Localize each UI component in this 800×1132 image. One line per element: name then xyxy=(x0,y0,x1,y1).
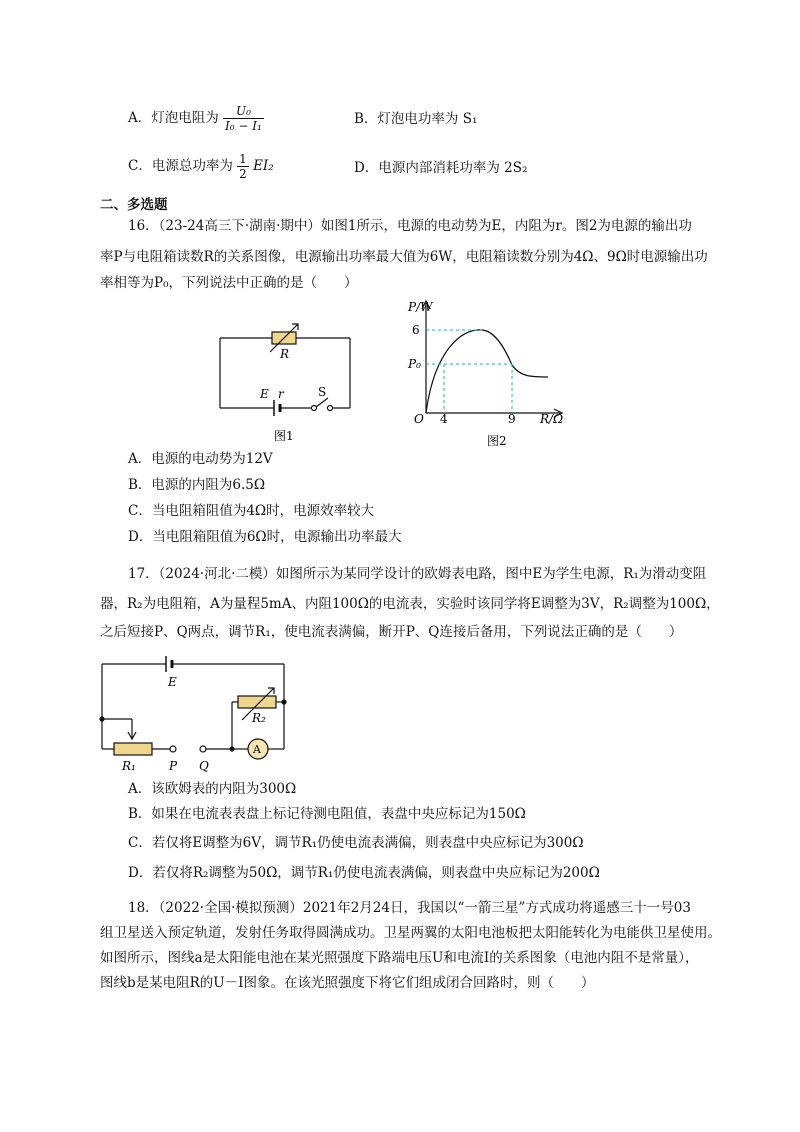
fig1-e-label: E xyxy=(260,387,269,401)
q16-option-d: D．当电阻箱阻值为6Ω时，电源输出功率最大 xyxy=(128,529,402,545)
fig3-ammeter-label: A xyxy=(253,743,261,756)
figure2-power-graph xyxy=(400,293,580,448)
q17-text-line3: 之后短接P、Q两点，调节R₁，使电流表满偏，断开P、Q连接后备用，下列说法正确的是（ ） xyxy=(100,624,683,640)
q15-option-d: D．电源内部消耗功率为 2S₂ xyxy=(354,160,528,176)
fig1-caption: 图1 xyxy=(274,429,294,443)
fig3-r1-label: R₁ xyxy=(122,759,136,773)
fig3-e-label: E xyxy=(168,675,177,689)
fig2-tick-6: 6 xyxy=(412,323,420,337)
fig1-switch-label: S xyxy=(318,385,327,399)
fig1-internal-r-label: r xyxy=(278,387,284,401)
fig2-y-axis-label: P/W xyxy=(408,300,433,314)
fig2-tick-p0: P₀ xyxy=(408,357,421,371)
figure1-circuit xyxy=(210,318,360,448)
q18-text-line1: 18．（2022·全国·模拟预测）2021年2月24日，我国以“一箭三星”方式成功将遥感三十一号03 xyxy=(128,900,691,916)
fraction-one-half: $\frac{1}{2}$ xyxy=(239,152,247,181)
q17-option-a: A．该欧姆表的内阻为300Ω xyxy=(128,781,297,797)
fig3-r2-label: R₂ xyxy=(252,711,266,725)
fig2-caption: 图2 xyxy=(487,434,507,448)
fig3-p-label: P xyxy=(169,759,178,773)
q16-option-b: B．电源的内阻为6.5Ω xyxy=(128,477,266,493)
q16-option-c: C．当电阻箱阻值为4Ω时，电源效率较大 xyxy=(128,503,375,519)
fraction-u0-over-i0-i1: $\frac{\text{U₀}}{\text{I₀ − I₁}}$ xyxy=(225,104,262,133)
q17-text-line1: 17．（2024·河北·二模）如图所示为某同学设计的欧姆表电路，图中E为学生电源，R₁为滑动变阻 xyxy=(128,566,707,582)
q15-option-a: A．灯泡电阻为 $\frac{\text{U₀}}{\text{I₀ − I₁}}$ xyxy=(128,104,262,133)
q17-option-b: B．如果在电流表表盘上标记待测电阻值，表盘中央应标记为150Ω xyxy=(128,806,526,822)
q15-option-b: B．灯泡电功率为 S₁ xyxy=(354,111,478,127)
q16-text-line3: 率相等为P₀，下列说法中正确的是（ ） xyxy=(100,275,358,291)
fig2-tick-9: 9 xyxy=(508,412,516,426)
section-title: 二、多选题 xyxy=(100,197,168,213)
fig2-tick-4: 4 xyxy=(440,412,448,426)
q18-text-line4: 图线b是某电阻R的U－I图象。在该光照强度下将它们组成闭合回路时，则（ ） xyxy=(100,975,595,991)
q17-option-d: D．若仅将R₂调整为50Ω，调节R₁仍使电流表满偏，则表盘中央应标记为200Ω xyxy=(128,865,600,881)
q16-text-line2: 率P与电阻箱读数R的关系图像，电源输出功率最大值为6W，电阻箱读数分别为4Ω、9Ω时电源输出功 xyxy=(100,249,708,265)
q17-text-line2: 器，R₂为电阻箱，A为量程5mA、内阻100Ω的电流表，实验时该同学将E调整为3V，R₂调整为100Ω， xyxy=(100,596,720,612)
fig3-q-label: Q xyxy=(199,759,209,773)
q17-option-c: C．若仅将E调整为6V，调节R₁仍使电流表满偏，则表盘中央应标记为300Ω xyxy=(128,835,584,851)
q18-text-line2: 组卫星送入预定轨道，发射任务取得圆满成功。卫星两翼的太阳电池板把太阳能转化为电能供卫星使用。 xyxy=(100,925,721,941)
q16-text-line1: 16．（23-24高三下·湖南·期中）如图1所示，电源的电动势为E，内阻为r。图2为电源的输出功 xyxy=(128,218,692,234)
q18-text-line3: 如图所示，图线a是太阳能电池在某光照强度下路端电压U和电流I的关系图象（电池内阻不是常量）， xyxy=(100,950,699,966)
figure-ohmmeter-circuit xyxy=(92,650,292,775)
fig2-origin: O xyxy=(414,412,424,426)
q15-option-c: C．电源总功率为 $\frac{1}{2}$ EI₂ xyxy=(128,152,274,181)
q16-option-a: A．电源的电动势为12V xyxy=(128,451,273,467)
fig1-r-label: R xyxy=(280,347,290,361)
fig2-x-axis-label: R/Ω xyxy=(540,412,564,426)
